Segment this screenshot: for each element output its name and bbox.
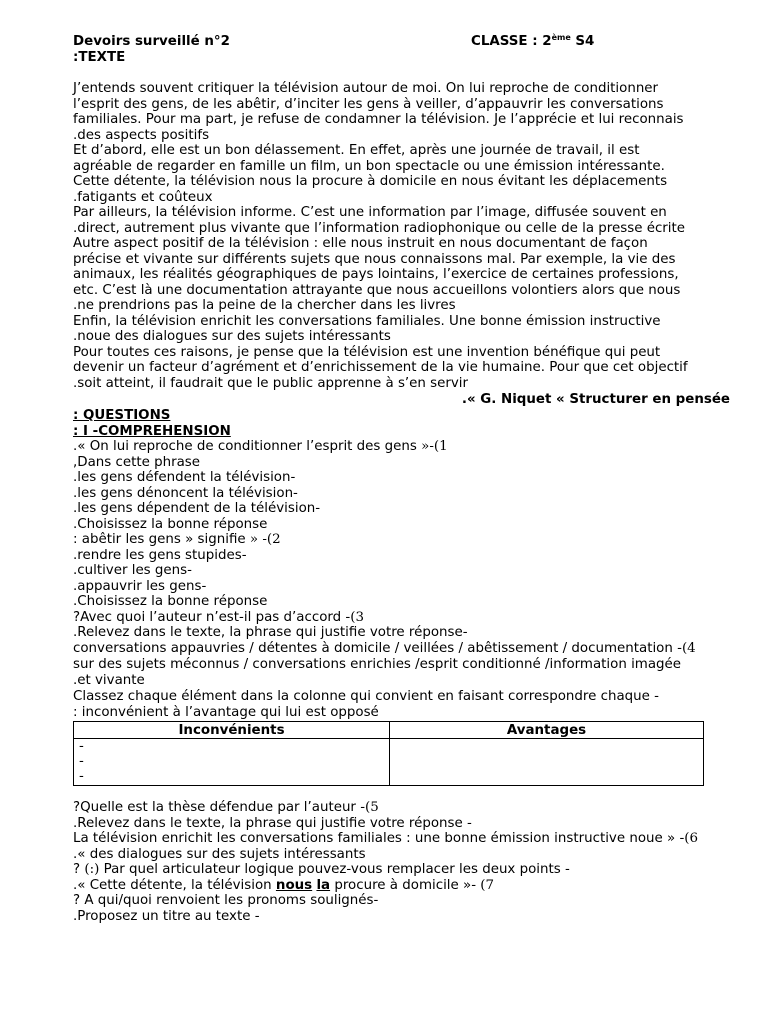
signature: .« G. Niquet « Structurer en pensée: [461, 392, 730, 407]
question-line: ? A qui/quoi renvoient les pronoms soulignés-: [73, 893, 379, 908]
table-header-row: [74, 722, 704, 739]
text-line: Enfin, la télévision enrichit les conversations familiales. Une bonne émission instructive: [73, 314, 661, 329]
instruction-line: Classez chaque élément dans la colonne qui convient en faisant correspondre chaque -: [73, 689, 659, 704]
instruction-line: : inconvénient à l’avantage qui lui est opposé: [73, 705, 379, 720]
question-3: ?Avec quoi l’auteur n’est-il pas d’accord -(3: [73, 610, 364, 625]
text-line: Et d’abord, elle est un bon délassement. En effet, après une journée de travail, il est: [73, 143, 640, 158]
column-header-inconvenients: Inconvénients: [74, 722, 390, 739]
text-line: animaux, les réalités géographiques de pays lointains, l’exercice de certaines professions,: [73, 267, 679, 282]
underlined-pronoun: nous: [275, 878, 313, 893]
question-5: ?Quelle est la thèse défendue par l’auteur -(5: [73, 800, 379, 815]
question-6: La télévision enrichit les conversations familiales : une bonne émission instructive noue » -(6: [73, 831, 699, 846]
questions-heading: : QUESTIONS: [73, 408, 171, 423]
option-line: .cultiver les gens-: [73, 563, 192, 578]
option-line: .les gens dénoncent la télévision-: [73, 486, 298, 501]
classification-table: [73, 721, 704, 786]
question-4: conversations appauvries / détentes à domicile / veillées / abêtissement / documentation -(4: [73, 641, 696, 656]
question-7: .« Cette détente, la télévision nous la procure à domicile »- (7: [73, 878, 495, 893]
dash-line: -: [79, 754, 84, 769]
avantages-cell[interactable]: [390, 739, 704, 786]
text-line: Par ailleurs, la télévision informe. C’est une information par l’image, diffusée souvent en: [73, 205, 667, 220]
table-row: [74, 739, 704, 786]
question-line: ,Dans cette phrase: [73, 455, 201, 470]
text-line: l’esprit des gens, de les abêtir, d’inciter les gens à veiller, d’appauvrir les conversations: [73, 97, 664, 112]
instruction-line: .Choisissez la bonne réponse: [73, 517, 268, 532]
exam-title: Devoirs surveillé n°2: [73, 34, 230, 49]
option-line: .rendre les gens stupides-: [73, 548, 247, 563]
instruction-line: .Choisissez la bonne réponse: [73, 594, 268, 609]
text-line: .direct, autrement plus vivante que l’information radiophonique ou celle de la presse écrite: [73, 221, 686, 236]
question-2: : abêtir les gens » signifie » -(2: [73, 532, 281, 547]
text-line: Autre aspect positif de la télévision : elle nous instruit en nous documentant de façon: [73, 236, 648, 251]
text-line: .soit atteint, il faudrait que le public apprenne à s’en servir: [73, 376, 469, 391]
option-line: .les gens défendent la télévision-: [73, 470, 296, 485]
column-header-avantages: Avantages: [390, 722, 704, 739]
option-line: .appauvrir les gens-: [73, 579, 207, 594]
comprehension-heading: : I -COMPREHENSION: [73, 424, 231, 439]
text-line: etc. C’est là une documentation attrayante que nous accueillons volontiers alors que nous: [73, 283, 681, 298]
inconvenients-cell[interactable]: [74, 739, 390, 786]
text-line: Cette détente, la télévision nous la procure à domicile en nous évitant les déplacements: [73, 174, 668, 189]
text-line: devenir un facteur d’agrément et d’enrichissement de la vie humaine. Pour que cet objectif: [73, 360, 688, 375]
question-line: .et vivante: [73, 673, 145, 688]
dash-line: -: [79, 739, 84, 754]
text-line: familiales. Pour ma part, je refuse de condamner la télévision. Je l’apprécie et lui reconnais: [73, 112, 684, 127]
question-line: ? (:) Par quel articulateur logique pouvez-vous remplacer les deux points -: [73, 862, 570, 877]
instruction-line: .Relevez dans le texte, la phrase qui justifie votre réponse -: [73, 816, 472, 831]
question-line: .Proposez un titre au texte -: [73, 909, 260, 924]
question-line: .« des dialogues sur des sujets intéressants: [73, 847, 366, 862]
text-line: J’entends souvent critiquer la télévision autour de moi. On lui reproche de conditionner: [73, 81, 659, 96]
class-label: CLASSE : 2ème S4: [471, 33, 595, 49]
question-1: .« On lui reproche de conditionner l’esprit des gens »-(1: [73, 439, 448, 454]
texte-label: :TEXTE: [73, 50, 126, 65]
text-line: .ne prendrions pas la peine de la chercher dans les livres: [73, 298, 456, 313]
question-line: sur des sujets méconnus / conversations enrichies /esprit conditionné /information imagée: [73, 657, 682, 672]
text-line: .noue des dialogues sur des sujets intéressants: [73, 329, 391, 344]
text-line: .des aspects positifs: [73, 128, 210, 143]
dash-line: -: [79, 769, 84, 784]
text-line: agréable de regarder en famille un film, un bon spectacle ou une émission intéressante.: [73, 159, 665, 174]
text-line: Pour toutes ces raisons, je pense que la télévision est une invention bénéfique qui peut: [73, 345, 661, 360]
text-line: .fatigants et coûteux: [73, 190, 213, 205]
underlined-pronoun: la: [316, 878, 331, 893]
option-line: .les gens dépendent de la télévision-: [73, 501, 321, 516]
text-line: précise et vivante sur différents sujets que nous connaissons mal. Par exemple, la vie des: [73, 252, 676, 267]
instruction-line: .Relevez dans le texte, la phrase qui justifie votre réponse-: [73, 625, 468, 640]
